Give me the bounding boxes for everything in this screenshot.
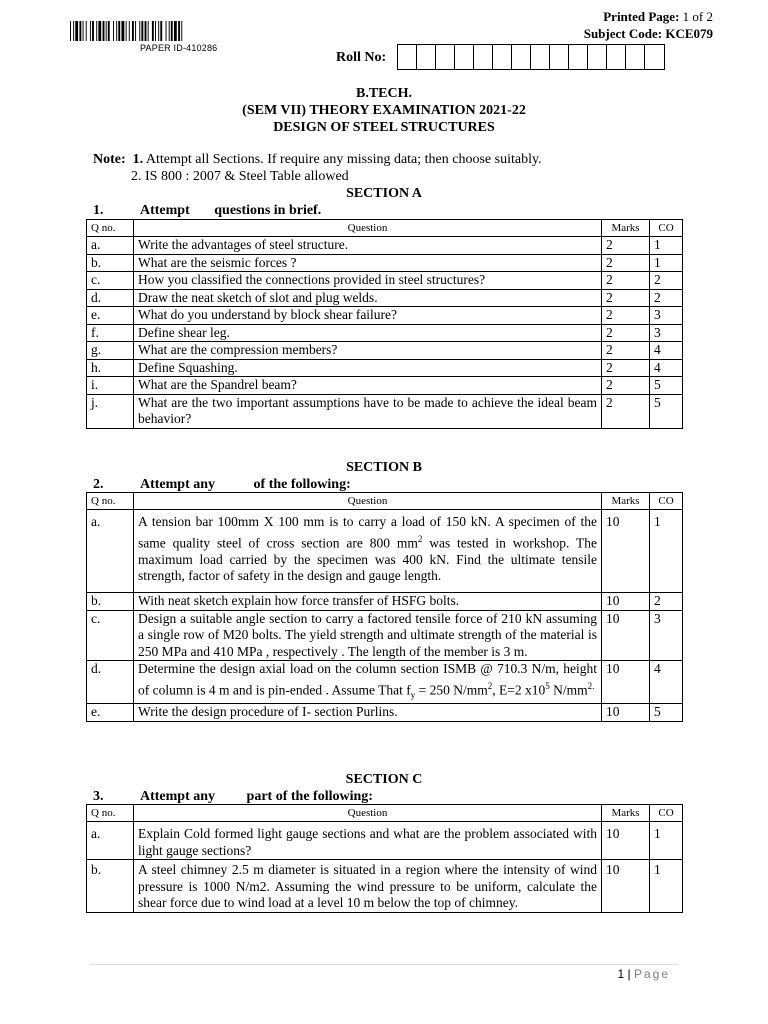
question-cell: Define Squashing.: [134, 359, 602, 377]
question-text-part: A tension bar 100mm X 100 mm is to carry a load of 150 kN. A specimen of the same quality steel of cross section are 800 mm: [138, 514, 597, 550]
table-row: [87, 704, 683, 722]
roll-no-box: [645, 45, 664, 69]
table-row: [87, 237, 683, 255]
marks-cell: 10: [602, 822, 650, 860]
section-c-instruction: Attempt any part of the following:: [140, 789, 373, 804]
col-header-question: Question: [134, 220, 602, 237]
roll-no-box: [626, 45, 645, 69]
qno-cell: g.: [87, 342, 134, 360]
table-row: [87, 324, 683, 342]
co-cell: 3: [650, 610, 683, 661]
co-cell: 1: [650, 254, 683, 272]
question-cell: What do you understand by block shear failure?: [134, 307, 602, 325]
qno-cell: j.: [87, 394, 134, 428]
co-cell: 5: [650, 704, 683, 722]
exam-title: (SEM VII) THEORY EXAMINATION 2021-22: [242, 103, 526, 118]
qno-cell: c.: [87, 272, 134, 290]
co-cell: 2: [650, 593, 683, 611]
section-b-qnum: 2.: [93, 477, 104, 492]
qno-cell: b.: [87, 860, 134, 913]
marks-cell: 10: [602, 610, 650, 661]
section-c-heading: [93, 789, 373, 805]
table-row: [87, 377, 683, 395]
question-cell: What are the Spandrel beam?: [134, 377, 602, 395]
note-item-1-num: 1.: [132, 152, 144, 167]
col-header-marks: Marks: [602, 220, 650, 237]
question-text-part: N/mm: [549, 682, 588, 697]
col-header-co: CO: [650, 220, 683, 237]
qno-cell: f.: [87, 324, 134, 342]
subject-code-value: KCE079: [665, 26, 713, 41]
question-text-part: Determine the design axial load on the column section ISMB @ 710.3 N/m, height of column is 4 m and is pin-ended . Assume That f: [138, 661, 597, 697]
marks-cell: 2: [602, 377, 650, 395]
roll-no-box: [455, 45, 474, 69]
col-header-co: CO: [650, 493, 683, 510]
qno-cell: e.: [87, 704, 134, 722]
subject-title: DESIGN OF STEEL STRUCTURES: [273, 120, 495, 135]
section-b-heading: [93, 477, 351, 493]
roll-no-box: [436, 45, 455, 69]
table-row: [87, 342, 683, 360]
section-b-title: SECTION B: [346, 460, 422, 475]
marks-cell: 10: [602, 704, 650, 722]
marks-cell: 10: [602, 860, 650, 913]
roll-no-box: [512, 45, 531, 69]
co-cell: 4: [650, 342, 683, 360]
question-superscript: 2: [487, 680, 493, 691]
printed-page-value: 1 of 2: [682, 9, 713, 24]
roll-no-box: [474, 45, 493, 69]
question-cell: Explain Cold formed light gauge sections and what are the problem associated with light gauge sections?: [134, 822, 602, 860]
page-footer: [617, 967, 670, 981]
question-text-part: = 250 N/mm: [415, 682, 488, 697]
question-superscript: 2: [417, 533, 423, 544]
section-a-instruction: Attempt questions in brief.: [140, 203, 322, 218]
table-row: [87, 254, 683, 272]
question-cell: Design a suitable angle section to carry a factored tensile force of 210 kN assuming a single row of M20 bolts. The yield strength and ultimate strength of the material is 250 MPa and 410 MPa , respectively . The length of the member is 3 m.: [134, 610, 602, 661]
table-row: [87, 661, 683, 704]
section-c-table: [86, 804, 683, 913]
question-cell: What are the compression members?: [134, 342, 602, 360]
co-cell: 1: [650, 237, 683, 255]
col-header-question: Question: [134, 493, 602, 510]
question-cell: What are the seismic forces ?: [134, 254, 602, 272]
col-header-qno: Q no.: [87, 220, 134, 237]
marks-cell: 10: [602, 510, 650, 593]
question-subscript: y: [410, 689, 416, 700]
roll-no-box: [550, 45, 569, 69]
col-header-qno: Q no.: [87, 805, 134, 822]
marks-cell: 2: [602, 272, 650, 290]
qno-cell: a.: [87, 237, 134, 255]
degree-title: B.TECH.: [355, 86, 412, 101]
marks-cell: 2: [602, 394, 650, 428]
section-a-table: [86, 219, 683, 429]
marks-cell: 10: [602, 661, 650, 704]
table-row: [87, 822, 683, 860]
paper-id: PAPER ID-410286: [140, 43, 218, 53]
qno-cell: d.: [87, 289, 134, 307]
section-a-qnum: 1.: [93, 203, 104, 218]
roll-no-box: [417, 45, 436, 69]
co-cell: 3: [650, 307, 683, 325]
table-row: [87, 307, 683, 325]
qno-cell: c.: [87, 610, 134, 661]
section-a-heading: [93, 203, 321, 219]
col-header-co: CO: [650, 805, 683, 822]
question-text-part: , E=2 x10: [492, 682, 546, 697]
roll-no-box: [588, 45, 607, 69]
table-row: [87, 289, 683, 307]
co-cell: 2: [650, 289, 683, 307]
question-superscript: 5: [545, 680, 550, 691]
question-cell: How you classified the connections provided in steel structures?: [134, 272, 602, 290]
note-item-1: Attempt all Sections. If require any missing data; then choose suitably.: [145, 152, 542, 167]
col-header-question: Question: [134, 805, 602, 822]
footer-page-number: 1: [617, 967, 625, 981]
roll-no-box: [398, 45, 417, 69]
co-cell: 1: [650, 822, 683, 860]
co-cell: 4: [650, 661, 683, 704]
marks-cell: 2: [602, 289, 650, 307]
col-header-qno: Q no.: [87, 493, 134, 510]
section-b-table: [86, 492, 683, 722]
subject-code-label: Subject Code:: [583, 26, 663, 41]
qno-cell: i.: [87, 377, 134, 395]
qno-cell: b.: [87, 254, 134, 272]
col-header-marks: Marks: [602, 493, 650, 510]
note-label: Note:: [93, 152, 126, 167]
col-header-marks: Marks: [602, 805, 650, 822]
question-cell: Write the advantages of steel structure.: [134, 237, 602, 255]
question-text-part: was tested in workshop. The maximum load carried by the specimen was 400 kN. Find the ultimate tensile strength, factor of safety in the design and gauge length.: [138, 535, 597, 583]
marks-cell: 2: [602, 237, 650, 255]
marks-cell: 2: [602, 254, 650, 272]
qno-cell: h.: [87, 359, 134, 377]
note-item-2: 2. IS 800 : 2007 & Steel Table allowed: [131, 169, 349, 184]
printed-page-label: Printed Page:: [603, 9, 680, 24]
roll-no-box: [569, 45, 588, 69]
table-row: [87, 860, 683, 913]
marks-cell: 10: [602, 593, 650, 611]
co-cell: 3: [650, 324, 683, 342]
question-cell: A steel chimney 2.5 m diameter is situated in a region where the intensity of wind pressure is 1000 N/m2. Assuming the wind pressure to be uniform, calculate the shear force due to wind load at a level 10 m below the top of chimney.: [134, 860, 602, 913]
qno-cell: e.: [87, 307, 134, 325]
footer-separator: |: [624, 967, 634, 981]
co-cell: 5: [650, 377, 683, 395]
roll-no-label: Roll No:: [336, 50, 387, 65]
table-row: [87, 272, 683, 290]
marks-cell: 2: [602, 342, 650, 360]
table-row: [87, 394, 683, 428]
table-row: [87, 593, 683, 611]
table-row: [87, 359, 683, 377]
question-cell: What are the two important assumptions have to be made to achieve the ideal beam behavior?: [134, 394, 602, 428]
qno-cell: a.: [87, 510, 134, 593]
question-cell: With neat sketch explain how force transfer of HSFG bolts.: [134, 593, 602, 611]
co-cell: 1: [650, 510, 683, 593]
roll-no-box: [607, 45, 626, 69]
question-cell: Define shear leg.: [134, 324, 602, 342]
section-c-title: SECTION C: [345, 772, 423, 787]
marks-cell: 2: [602, 359, 650, 377]
qno-cell: b.: [87, 593, 134, 611]
qno-cell: a.: [87, 822, 134, 860]
question-cell: Draw the neat sketch of slot and plug welds.: [134, 289, 602, 307]
note-line-1: [93, 152, 542, 168]
footer-divider: [90, 964, 678, 965]
marks-cell: 2: [602, 324, 650, 342]
section-c-qnum: 3.: [93, 789, 104, 804]
co-cell: 2: [650, 272, 683, 290]
printed-page-block: [584, 8, 713, 42]
barcode-image: [70, 21, 297, 41]
question-cell: Write the design procedure of I- section Purlins.: [134, 704, 602, 722]
table-row: [87, 610, 683, 661]
roll-no-box: [531, 45, 550, 69]
roll-no-box: [493, 45, 512, 69]
question-cell: [134, 661, 602, 704]
table-row: [87, 510, 683, 593]
question-superscript: 2.: [587, 680, 595, 691]
co-cell: 5: [650, 394, 683, 428]
roll-no-boxes: [397, 44, 665, 70]
section-a-title: SECTION A: [346, 186, 422, 201]
co-cell: 4: [650, 359, 683, 377]
footer-page-word: Page: [633, 967, 670, 981]
question-cell: [134, 510, 602, 593]
co-cell: 1: [650, 860, 683, 913]
marks-cell: 2: [602, 307, 650, 325]
qno-cell: d.: [87, 661, 134, 704]
section-b-instruction: Attempt any of the following:: [140, 477, 351, 492]
